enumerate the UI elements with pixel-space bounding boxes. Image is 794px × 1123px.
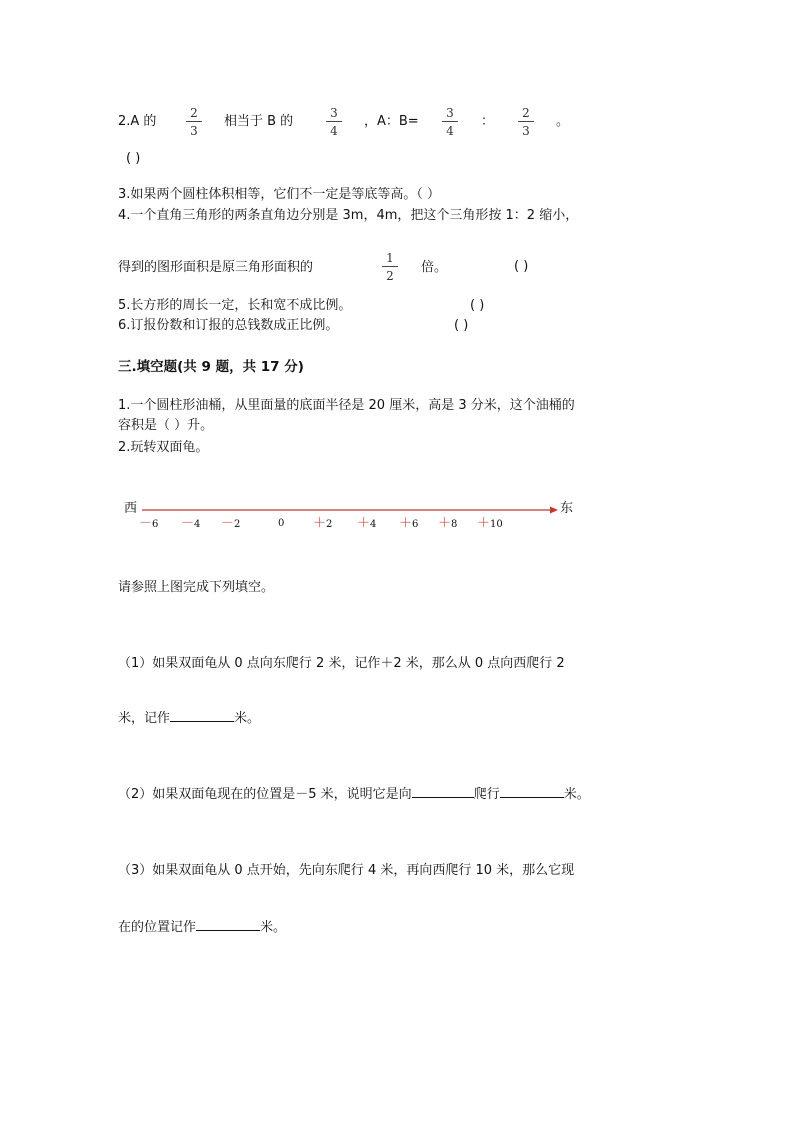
tick-label: 0 <box>278 518 285 529</box>
f2-part3-line2: 在的位置记作 米。 <box>118 920 287 935</box>
q6-answer-paren[interactable]: ( ) <box>454 318 469 333</box>
q5-text: 5.长方形的周长一定，长和宽不成比例。 <box>118 298 352 313</box>
q4-answer-paren[interactable]: ( ) <box>514 259 529 274</box>
q4-fraction: 1 2 <box>382 251 398 283</box>
f2-part2: （2）如果双面龟现在的位置是－5 米，说明它是向 爬行 米。 <box>118 787 590 802</box>
q2-mid: 相当于 B 的 <box>224 114 294 129</box>
f2-part1-line2: 米，记作 米。 <box>118 711 261 726</box>
q2-colon: ： <box>481 114 495 129</box>
question-3: 3.如果两个圆柱体积相等，它们不一定是等底等高。（ ） <box>118 187 441 202</box>
q4-line2: 得到的图形面积是原三角形面积的 <box>118 260 314 275</box>
fraction-b: 3 4 <box>326 106 342 138</box>
q4-tail: 倍。 <box>421 260 448 275</box>
answer-blank[interactable] <box>412 796 474 798</box>
q2-prefix: 2.A 的 <box>118 114 157 129</box>
tick-label: ＋6 <box>399 516 419 531</box>
q2-ratio-label: ，A：B= <box>364 114 419 129</box>
f2-part3-line1: （3）如果双面龟从 0 点开始，先向东爬行 4 米，再向西爬行 10 米，那么它现 <box>118 863 575 878</box>
q6-text: 6.订报份数和订报的总钱数成正比例。 <box>118 318 339 333</box>
f1-line1: 1.一个圆柱形油桶，从里面量的底面半径是 20 厘米，高是 3 分米，这个油桶的 <box>118 398 575 413</box>
fraction-c: 3 4 <box>442 106 458 138</box>
tick-label: ＋4 <box>357 516 377 531</box>
east-label: 东 <box>560 501 574 516</box>
tick-label: ＋10 <box>477 516 503 531</box>
f2-instruction: 请参照上图完成下列填空。 <box>118 580 275 595</box>
tick-label: －2 <box>221 516 241 531</box>
answer-blank[interactable] <box>170 720 234 722</box>
f2-title: 2.玩转双面龟。 <box>118 440 209 455</box>
west-label: 西 <box>124 501 138 516</box>
answer-blank[interactable] <box>500 796 564 798</box>
f2-part1-line1: （1）如果双面龟从 0 点向东爬行 2 米，记作＋2 米，那么从 0 点向西爬行 2 <box>118 656 565 671</box>
fraction-d: 2 3 <box>518 106 534 138</box>
tick-label: ＋2 <box>313 516 333 531</box>
section-heading: 三.填空题(共 9 题，共 17 分) <box>118 359 304 375</box>
tick-label: ＋8 <box>438 516 458 531</box>
answer-blank[interactable] <box>196 929 260 931</box>
fraction-a: 2 3 <box>186 106 202 138</box>
number-line-axis <box>140 504 565 516</box>
tick-label: －6 <box>139 516 159 531</box>
f1-line2: 容积是（ ）升。 <box>118 418 214 433</box>
q4-line1: 4.一个直角三角形的两条直角边分别是 3m，4m，把这个三角形按 1：2 缩小， <box>118 208 579 223</box>
q5-answer-paren[interactable]: ( ) <box>470 298 485 313</box>
q2-answer-paren[interactable]: ( ) <box>126 151 141 166</box>
arrow-right-icon <box>550 507 558 514</box>
tick-label: －4 <box>181 516 201 531</box>
q2-end: 。 <box>556 114 570 129</box>
